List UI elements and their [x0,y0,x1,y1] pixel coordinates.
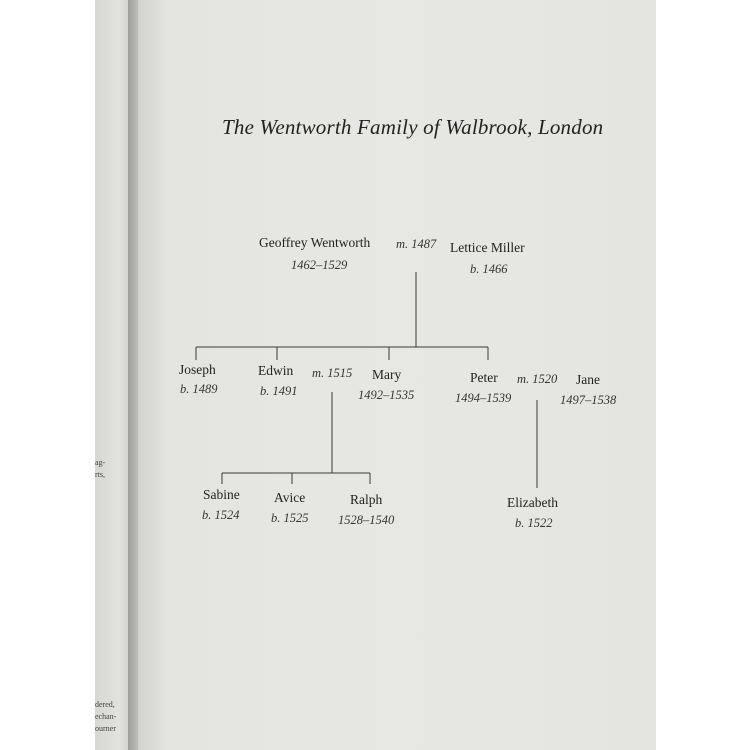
person-name-ralph: Ralph [350,492,383,507]
person-name-edwin: Edwin [258,363,294,378]
person-name-geoffrey: Geoffrey Wentworth [259,235,371,250]
person-dates-avice: b. 1525 [271,511,309,525]
page-title: The Wentworth Family of Walbrook, London [222,115,604,139]
person-dates-elizabeth: b. 1522 [515,516,553,530]
person-dates-peter: 1494–1539 [455,391,512,405]
person-dates-mary: 1492–1535 [358,388,415,402]
person-name-joseph: Joseph [179,362,216,377]
person-dates-edwin: b. 1491 [260,384,298,398]
left-page-text: rts, [95,470,105,479]
left-page-text: ag- [95,458,106,467]
left-page-text: ourner [95,724,116,733]
person-dates-geoffrey: 1462–1529 [291,258,348,272]
person-dates-sabine: b. 1524 [202,508,240,522]
left-page-text: dered, [95,700,115,709]
left-page-text: echan- [95,712,117,721]
person-name-jane: Jane [576,372,600,387]
person-dates-lettice: b. 1466 [470,262,508,276]
person-name-mary: Mary [372,367,402,382]
person-dates-jane: 1497–1538 [560,393,617,407]
person-name-elizabeth: Elizabeth [507,495,558,510]
marriage-label: m. 1515 [312,366,353,380]
person-dates-joseph: b. 1489 [180,382,218,396]
marriage-label: m. 1487 [396,237,437,251]
person-name-avice: Avice [274,490,306,505]
person-name-sabine: Sabine [203,487,240,502]
person-name-peter: Peter [470,370,498,385]
marriage-label: m. 1520 [517,372,558,386]
person-name-lettice: Lettice Miller [450,240,525,255]
person-dates-ralph: 1528–1540 [338,513,395,527]
